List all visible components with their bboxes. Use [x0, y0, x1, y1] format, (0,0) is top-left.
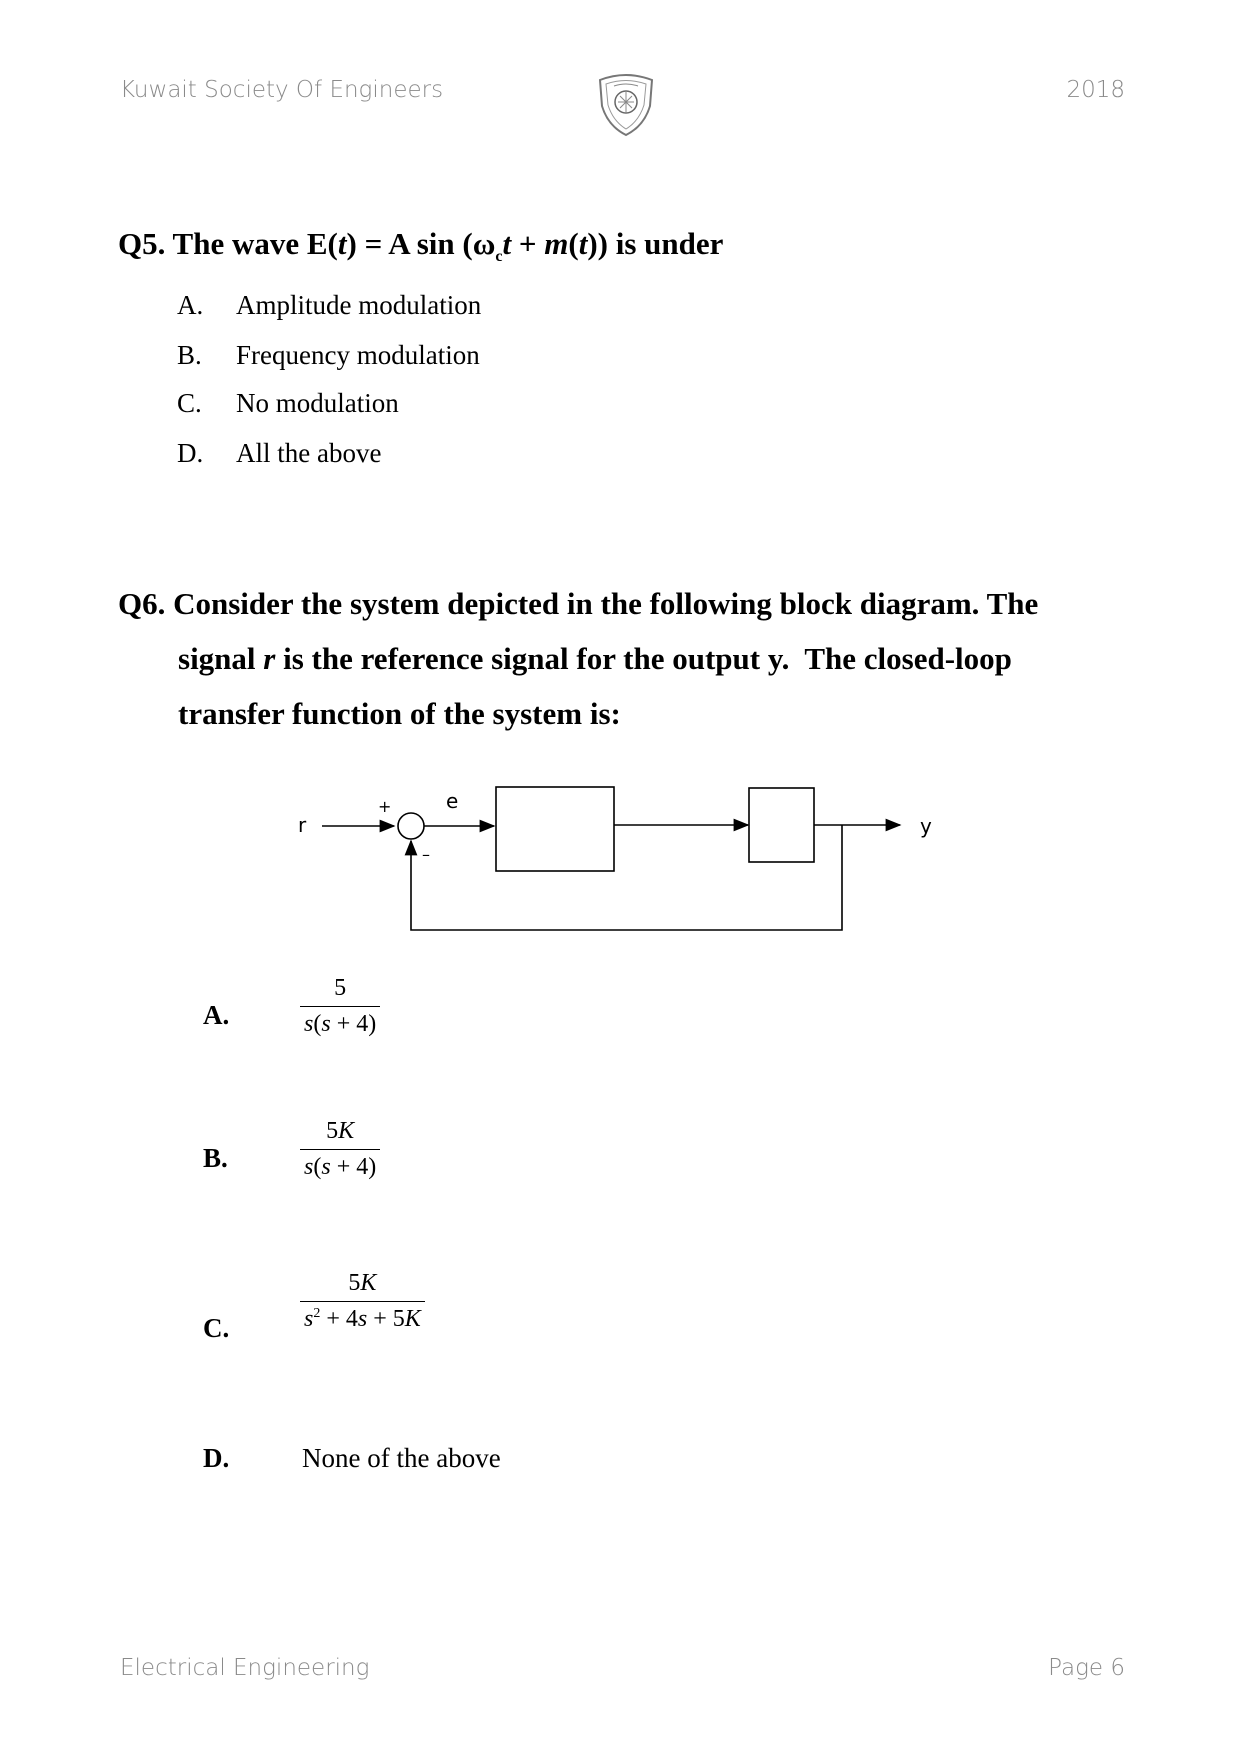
q6-title-line-1: Q6. Consider the system depicted in the following block diagram. The — [118, 586, 1039, 621]
header-year: 2018 — [1066, 77, 1125, 103]
footer-subject: Electrical Engineering — [120, 1655, 370, 1681]
q5-option-letter: B. — [177, 340, 202, 370]
q6-title-line-2: signal r is the reference signal for the output y. The closed-loop — [178, 641, 1012, 676]
q5-option-text: No modulation — [236, 388, 399, 418]
q6-option-b-letter[interactable]: B. — [203, 1143, 228, 1173]
diagram-minus-sign: – — [422, 845, 430, 864]
feedback-path — [411, 825, 842, 930]
q5-option-text: Frequency modulation — [236, 340, 480, 370]
q5-option-text: Amplitude modulation — [236, 290, 482, 320]
q5-option-letter: C. — [177, 388, 202, 418]
q6-title-line-3: transfer function of the system is: — [178, 696, 621, 731]
fraction-denominator: s(s + 4) — [300, 1149, 380, 1181]
fraction-denominator: $s^2 + 4s + 5K$ — [300, 1301, 425, 1333]
q5-option-letter: D. — [177, 438, 204, 468]
q5-option-letter: A. — [177, 290, 204, 320]
diagram-plus-sign: + — [378, 797, 392, 816]
q6-option-d-letter[interactable]: D. — [203, 1443, 230, 1473]
question-6-title — [118, 576, 1128, 741]
fraction-denominator: s(s + 4) — [300, 1006, 380, 1038]
diagram-output-label: y — [920, 814, 932, 838]
summing-junction — [398, 813, 424, 839]
q6-option-a-fraction[interactable] — [300, 975, 380, 1038]
block-diagram — [280, 780, 960, 955]
fraction-numerator: 5K — [348, 1270, 377, 1296]
q6-option-c-fraction[interactable] — [300, 1270, 425, 1333]
q6-option-d-text[interactable]: None of the above — [302, 1443, 501, 1473]
header-organization: Kuwait Society Of Engineers — [120, 77, 444, 103]
kse-logo-icon — [594, 72, 658, 138]
plant-block — [749, 788, 814, 862]
fraction-numerator: 5K — [326, 1118, 355, 1144]
fraction-numerator: 5 — [334, 975, 347, 1001]
question-5-title: Q5. The wave E(t) = A $\sin (\omega_ct + m(t))$ is under — [118, 226, 724, 266]
controller-block — [496, 787, 614, 871]
q5-option-text: All the above — [236, 438, 382, 468]
footer-page-number: Page 6 — [1048, 1655, 1125, 1681]
q6-option-b-fraction[interactable] — [300, 1118, 380, 1181]
q6-option-a-letter[interactable]: A. — [203, 1000, 230, 1030]
q6-option-c-letter[interactable]: C. — [203, 1313, 230, 1343]
diagram-input-label: r — [298, 813, 307, 837]
diagram-error-label: e — [446, 789, 459, 813]
